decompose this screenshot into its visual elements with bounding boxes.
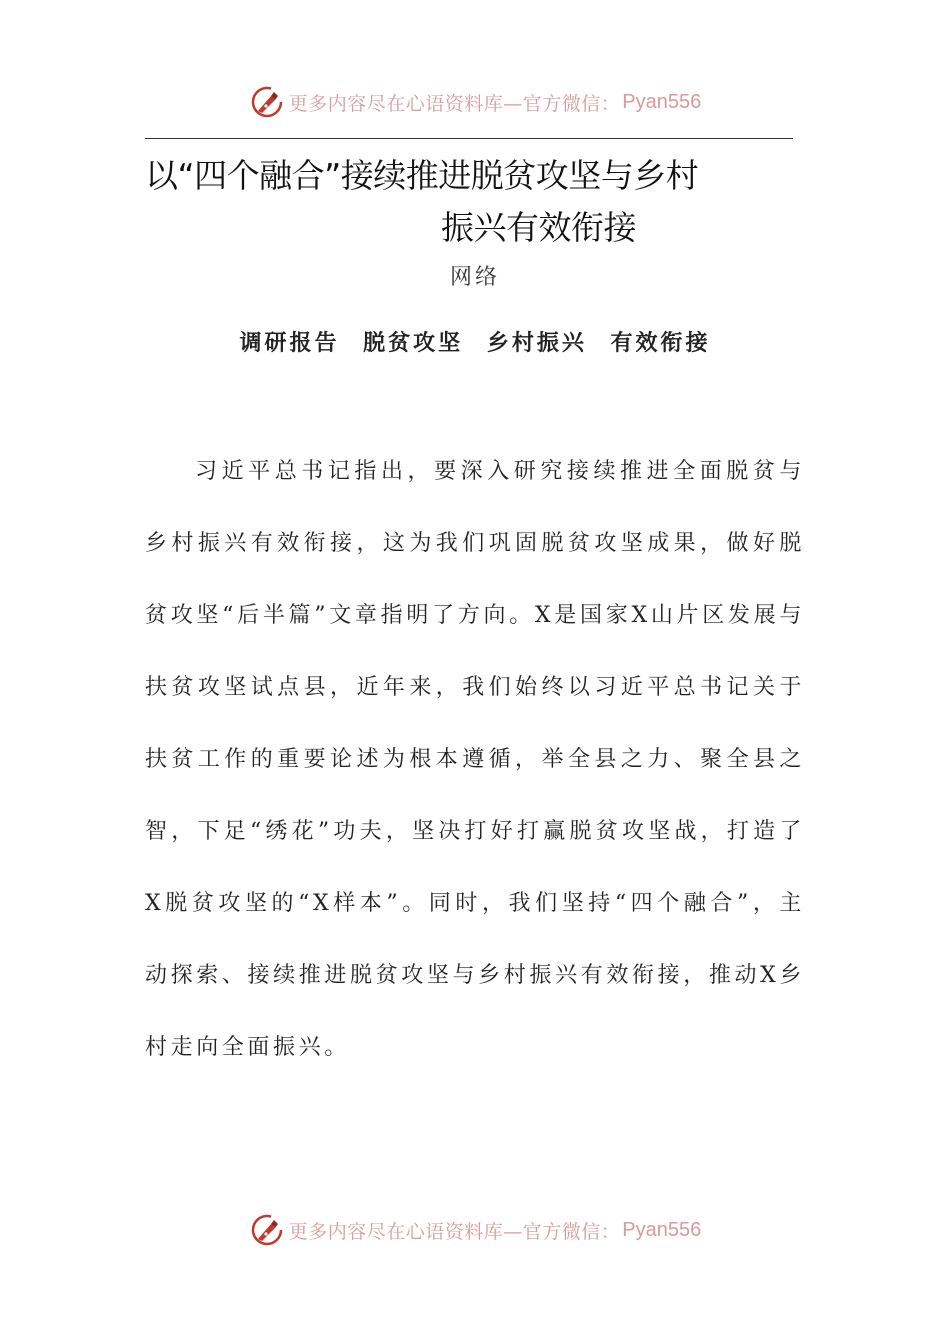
pen-nib-logo-icon [249, 84, 285, 120]
watermark-handle: Pyan556 [622, 90, 702, 113]
title-line-1: 以“四个融合”接续推进脱贫攻坚与乡村 [145, 156, 699, 195]
header-watermark [0, 82, 950, 122]
footer-watermark [0, 1210, 950, 1250]
keyword: 调研报告 [239, 330, 340, 356]
body-paragraph: 习近平总书记指出，要深入研究接续推进全面脱贫与乡村振兴有效衔接，这为我们巩固脱贫攻坚成果，做好脱贫攻坚“后半篇”文章指明了方向。X是国家X山片区发展与扶贫攻坚试点县，近年来，我们始终以习近平总书记关于扶贫工作的重要论述为根本遵循，举全县之力、聚全县之智，下足“绣花”功夫，坚决打好打赢脱贫攻坚战，打造了X脱贫攻坚的“X样本”。同时，我们坚持“四个融合”，主动探索、接续推进脱贫攻坚与乡村振兴有效衔接，推动X乡村走向全面振兴。 [145, 459, 805, 1060]
header-divider [145, 138, 793, 139]
author-line: 网络 [449, 265, 500, 290]
keyword: 乡村振兴 [486, 330, 587, 356]
watermark-text: 更多内容尽在心语资料库—官方微信： [288, 1220, 621, 1243]
watermark-handle: Pyan556 [622, 1218, 702, 1241]
title-line-2: 振兴有效衔接 [441, 208, 636, 247]
keyword: 脱贫攻坚 [363, 330, 464, 356]
document-title [145, 150, 793, 254]
pen-nib-logo-icon [249, 1212, 285, 1248]
keywords-line [0, 327, 950, 359]
watermark-text: 更多内容尽在心语资料库—官方微信： [288, 92, 621, 115]
keyword: 有效衔接 [610, 330, 711, 356]
